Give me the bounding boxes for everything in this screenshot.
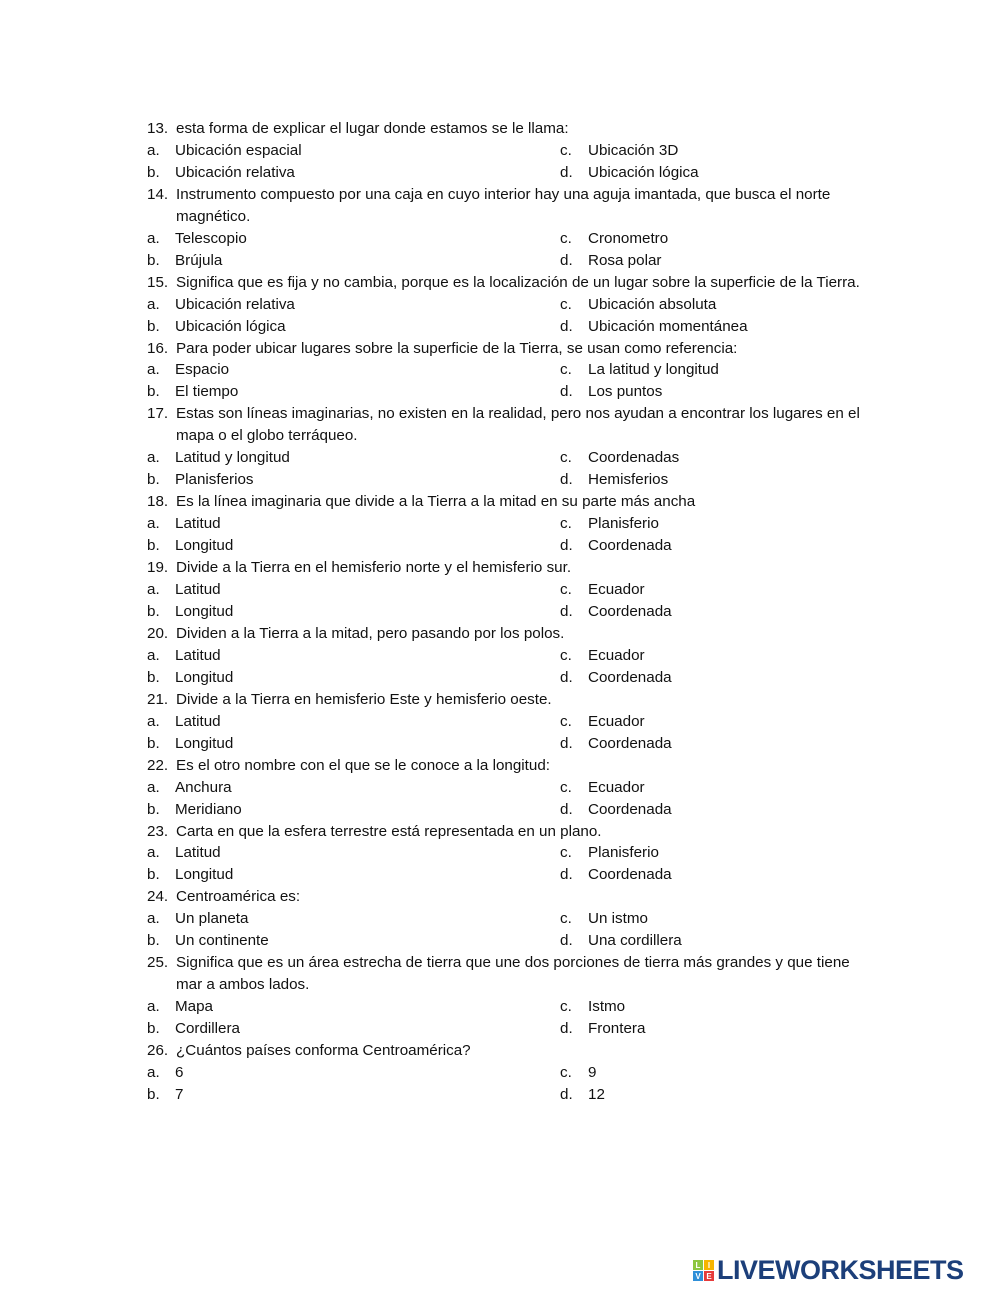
answer-option[interactable] [560, 1018, 867, 1040]
answer-option[interactable] [147, 1062, 560, 1084]
question-stem [147, 557, 867, 579]
option-letter: c. [560, 712, 572, 730]
question-text: Es el otro nombre con el que se le conoce a la longitud: [176, 756, 551, 774]
option-text: Un planeta [175, 910, 249, 928]
answer-option[interactable] [560, 447, 867, 469]
option-letter: d. [560, 163, 573, 181]
answer-option[interactable] [560, 359, 867, 381]
option-letter: d. [560, 383, 573, 401]
option-text: Longitud [175, 602, 234, 620]
option-letter: c. [560, 844, 572, 862]
question-16 [147, 338, 867, 404]
option-text: Ecuador [588, 646, 645, 664]
answer-option[interactable] [147, 996, 560, 1018]
question-18 [147, 491, 867, 557]
option-text: Hemisferios [588, 471, 669, 489]
answer-options [147, 711, 867, 755]
option-letter: b. [147, 668, 160, 686]
question-number: 25. [147, 954, 169, 972]
question-text: ¿Cuántos países conforma Centroamérica? [176, 1042, 471, 1060]
question-stem [147, 1040, 867, 1062]
option-letter: a. [147, 712, 160, 730]
question-21 [147, 689, 867, 755]
option-text: Planisferios [175, 471, 254, 489]
option-text: Longitud [175, 668, 234, 686]
question-24 [147, 886, 867, 952]
option-letter: a. [147, 1063, 160, 1081]
option-text: Ubicación 3D [588, 141, 679, 159]
answer-option[interactable] [147, 579, 560, 601]
question-text: esta forma de explicar el lugar donde estamos se le llama: [176, 120, 569, 137]
option-letter: c. [560, 361, 572, 379]
answer-option[interactable] [147, 294, 560, 316]
option-letter: b. [147, 602, 160, 620]
logo-tile: I [704, 1260, 714, 1270]
option-letter: c. [560, 646, 572, 664]
option-text: 6 [175, 1063, 184, 1081]
option-letter: c. [560, 229, 572, 247]
answer-option[interactable] [147, 601, 560, 623]
option-text: Ubicación relativa [175, 295, 295, 313]
question-text: Instrumento compuesto por una caja en cuyo interior hay una aguja imantada, que busca el norte magnético. [176, 185, 831, 225]
option-text: Brújula [175, 251, 223, 269]
option-letter: a. [147, 361, 160, 379]
liveworksheets-logo [693, 1255, 964, 1286]
option-letter: c. [560, 295, 572, 313]
question-stem [147, 952, 867, 996]
answer-option[interactable] [147, 930, 560, 952]
question-text: Significa que es fija y no cambia, porque es la localización de un lugar sobre la superficie de la Tierra. [176, 273, 860, 291]
option-letter: b. [147, 734, 160, 752]
question-stem [147, 623, 867, 645]
question-stem [147, 403, 867, 447]
option-text: Coordenadas [588, 449, 680, 467]
option-letter: a. [147, 998, 160, 1016]
question-stem [147, 886, 867, 908]
answer-option[interactable] [560, 469, 867, 491]
question-number: 13. [147, 120, 169, 137]
option-text: Coordenada [588, 800, 672, 818]
question-17 [147, 403, 867, 491]
answer-option[interactable] [147, 513, 560, 535]
answer-options [147, 294, 867, 338]
answer-option[interactable] [560, 733, 867, 755]
option-text: Ubicación absoluta [588, 295, 717, 313]
option-text: Ubicación espacial [175, 141, 302, 159]
question-number: 19. [147, 559, 169, 577]
question-number: 23. [147, 822, 169, 840]
answer-option[interactable] [560, 864, 867, 886]
option-text: Latitud [175, 712, 221, 730]
option-letter: d. [560, 866, 573, 884]
question-stem [147, 118, 867, 140]
answer-option[interactable] [560, 250, 867, 272]
option-text: Planisferio [588, 844, 659, 862]
answer-option[interactable] [147, 864, 560, 886]
option-text: Ecuador [588, 712, 645, 730]
answer-options [147, 140, 867, 184]
option-text: Cordillera [175, 1020, 240, 1038]
option-letter: b. [147, 471, 160, 489]
answer-option[interactable] [147, 316, 560, 338]
option-text: Ecuador [588, 778, 645, 796]
option-text: Un continente [175, 932, 269, 950]
logo-tiles-icon [693, 1260, 714, 1281]
question-number: 24. [147, 888, 169, 906]
answer-option[interactable] [560, 140, 867, 162]
answer-option[interactable] [560, 645, 867, 667]
logo-tile: L [693, 1260, 703, 1270]
answer-options [147, 447, 867, 491]
option-text: Coordenada [588, 866, 672, 884]
option-text: 9 [588, 1063, 597, 1081]
option-text: Rosa polar [588, 251, 662, 269]
option-letter: d. [560, 471, 573, 489]
option-text: Latitud y longitud [175, 449, 290, 467]
question-text: Dividen a la Tierra a la mitad, pero pasando por los polos. [176, 624, 565, 642]
question-text: Es la línea imaginaria que divide a la Tierra a la mitad en su parte más ancha [176, 493, 696, 511]
answer-option[interactable] [560, 513, 867, 535]
answer-options [147, 359, 867, 403]
answer-option[interactable] [147, 777, 560, 799]
answer-option[interactable] [560, 601, 867, 623]
option-letter: a. [147, 910, 160, 928]
question-text: Para poder ubicar lugares sobre la superficie de la Tierra, se usan como referencia: [176, 339, 738, 357]
answer-options [147, 579, 867, 623]
answer-option[interactable] [147, 381, 560, 403]
question-14 [147, 184, 867, 272]
option-text: 7 [175, 1085, 184, 1103]
question-25 [147, 952, 867, 1040]
answer-option[interactable] [147, 842, 560, 864]
answer-option[interactable] [147, 711, 560, 733]
answer-option[interactable] [560, 711, 867, 733]
option-letter: b. [147, 800, 160, 818]
answer-options [147, 777, 867, 821]
option-text: Latitud [175, 646, 221, 664]
option-letter: c. [560, 449, 572, 467]
answer-option[interactable] [147, 469, 560, 491]
answer-option[interactable] [147, 667, 560, 689]
answer-options [147, 908, 867, 952]
question-number: 26. [147, 1042, 169, 1060]
option-text: El tiempo [175, 383, 239, 401]
question-number: 20. [147, 624, 169, 642]
answer-option[interactable] [147, 250, 560, 272]
option-letter: b. [147, 1085, 160, 1103]
answer-option[interactable] [147, 140, 560, 162]
answer-option[interactable] [560, 579, 867, 601]
option-text: Ubicación lógica [175, 317, 286, 335]
option-letter: d. [560, 251, 573, 269]
answer-option[interactable] [560, 228, 867, 250]
option-text: Ecuador [588, 581, 645, 599]
option-text: Latitud [175, 844, 221, 862]
option-letter: d. [560, 932, 573, 950]
worksheet-questions [147, 118, 867, 1106]
answer-option[interactable] [147, 799, 560, 821]
option-text: Anchura [175, 778, 232, 796]
answer-option[interactable] [560, 908, 867, 930]
question-number: 17. [147, 405, 169, 423]
answer-option[interactable] [560, 316, 867, 338]
answer-option[interactable] [560, 842, 867, 864]
option-letter: a. [147, 778, 160, 796]
option-text: Coordenada [588, 537, 672, 555]
option-text: Meridiano [175, 800, 242, 818]
option-letter: a. [147, 141, 160, 159]
question-23 [147, 821, 867, 887]
option-letter: c. [560, 998, 572, 1016]
question-22 [147, 755, 867, 821]
option-letter: d. [560, 668, 573, 686]
logo-wordmark: LIVEWORKSHEETS [717, 1255, 964, 1285]
option-text: Los puntos [588, 383, 663, 401]
question-stem [147, 184, 867, 228]
question-number: 21. [147, 690, 169, 708]
question-text: Significa que es un área estrecha de tierra que une dos porciones de tierra más grandes y que tiene mar a ambos lados. [176, 954, 850, 994]
question-text: Centroamérica es: [176, 888, 301, 906]
option-text: Longitud [175, 734, 234, 752]
question-number: 18. [147, 493, 169, 511]
question-26 [147, 1040, 867, 1106]
option-text: Longitud [175, 866, 234, 884]
question-stem [147, 272, 867, 294]
option-letter: d. [560, 602, 573, 620]
option-text: Longitud [175, 537, 234, 555]
question-13 [147, 118, 867, 184]
option-letter: a. [147, 295, 160, 313]
answer-option[interactable] [560, 535, 867, 557]
question-19 [147, 557, 867, 623]
option-text: Latitud [175, 515, 221, 533]
option-letter: b. [147, 537, 160, 555]
option-text: Telescopio [175, 229, 247, 247]
option-letter: d. [560, 537, 573, 555]
answer-option[interactable] [560, 381, 867, 403]
answer-option[interactable] [147, 1018, 560, 1040]
option-letter: a. [147, 646, 160, 664]
answer-option[interactable] [147, 1084, 560, 1106]
question-text: Divide a la Tierra en el hemisferio norte y el hemisferio sur. [176, 559, 572, 577]
answer-option[interactable] [560, 1062, 867, 1084]
question-number: 15. [147, 273, 169, 291]
question-stem [147, 491, 867, 513]
option-text: Una cordillera [588, 932, 682, 950]
option-text: Ubicación momentánea [588, 317, 748, 335]
answer-option[interactable] [147, 359, 560, 381]
question-15 [147, 272, 867, 338]
option-text: Planisferio [588, 515, 659, 533]
question-number: 16. [147, 339, 169, 357]
option-letter: b. [147, 866, 160, 884]
answer-option[interactable] [560, 667, 867, 689]
logo-tile: E [704, 1271, 714, 1281]
question-20 [147, 623, 867, 689]
answer-options [147, 1062, 867, 1106]
option-letter: a. [147, 581, 160, 599]
answer-options [147, 513, 867, 557]
option-letter: b. [147, 1020, 160, 1038]
question-text: Estas son líneas imaginarias, no existen en la realidad, pero nos ayudan a encontrar los lugares en el mapa o el globo terráqueo. [176, 405, 860, 445]
answer-option[interactable] [147, 228, 560, 250]
option-text: Ubicación lógica [588, 163, 699, 181]
option-text: La latitud y longitud [588, 361, 719, 379]
answer-option[interactable] [147, 908, 560, 930]
option-letter: c. [560, 141, 572, 159]
answer-option[interactable] [560, 294, 867, 316]
option-text: Latitud [175, 581, 221, 599]
question-stem [147, 338, 867, 360]
option-text: Espacio [175, 361, 230, 379]
answer-option[interactable] [147, 733, 560, 755]
option-text: Coordenada [588, 602, 672, 620]
option-letter: d. [560, 1020, 573, 1038]
option-letter: a. [147, 449, 160, 467]
question-stem [147, 821, 867, 843]
logo-tile: V [693, 1271, 703, 1281]
answer-option[interactable] [560, 930, 867, 952]
option-letter: a. [147, 844, 160, 862]
option-letter: c. [560, 1063, 572, 1081]
question-number: 22. [147, 756, 169, 774]
option-letter: b. [147, 932, 160, 950]
option-text: Istmo [588, 998, 626, 1016]
option-letter: b. [147, 163, 160, 181]
option-letter: b. [147, 383, 160, 401]
answer-option[interactable] [560, 799, 867, 821]
question-text: Divide a la Tierra en hemisferio Este y hemisferio oeste. [176, 690, 552, 708]
option-letter: c. [560, 515, 572, 533]
option-letter: c. [560, 778, 572, 796]
answer-options [147, 645, 867, 689]
option-text: Mapa [175, 998, 213, 1016]
option-letter: b. [147, 317, 160, 335]
answer-options [147, 842, 867, 886]
option-letter: a. [147, 229, 160, 247]
option-text: Ubicación relativa [175, 163, 295, 181]
option-letter: c. [560, 910, 572, 928]
option-letter: d. [560, 317, 573, 335]
question-stem [147, 689, 867, 711]
answer-options [147, 228, 867, 272]
question-text: Carta en que la esfera terrestre está representada en un plano. [176, 822, 602, 840]
option-letter: d. [560, 1085, 573, 1103]
option-text: Un istmo [588, 910, 648, 928]
answer-option[interactable] [147, 447, 560, 469]
option-text: Coordenada [588, 668, 672, 686]
option-letter: b. [147, 251, 160, 269]
option-letter: c. [560, 581, 572, 599]
option-letter: d. [560, 800, 573, 818]
option-text: Cronometro [588, 229, 669, 247]
answer-option[interactable] [560, 996, 867, 1018]
question-number: 14. [147, 185, 169, 203]
answer-option[interactable] [147, 535, 560, 557]
answer-option[interactable] [147, 645, 560, 667]
answer-option[interactable] [147, 162, 560, 184]
answer-options [147, 996, 867, 1040]
answer-option[interactable] [560, 777, 867, 799]
option-letter: d. [560, 734, 573, 752]
option-text: Frontera [588, 1020, 646, 1038]
answer-option[interactable] [560, 162, 867, 184]
option-letter: a. [147, 515, 160, 533]
question-stem [147, 755, 867, 777]
answer-option[interactable] [560, 1084, 867, 1106]
option-text: 12 [588, 1085, 605, 1103]
option-text: Coordenada [588, 734, 672, 752]
